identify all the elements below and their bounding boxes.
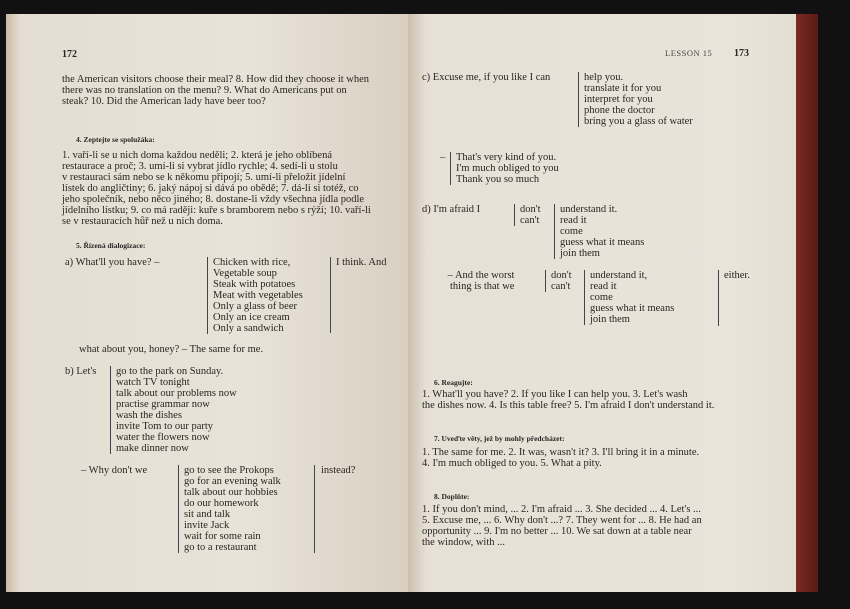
page-number-right: 173 [734, 48, 749, 59]
dialog-b-label: b) Let's [65, 366, 97, 377]
dialog-d2-options: understand it, read it come guess what it means join them [584, 270, 674, 325]
intro-questions: the American visitors choose their meal? 8. How did they choose it when there was no translation on the menu? 9. What do Americans put on steak? 10. Did the American lady have beer too? [62, 74, 370, 107]
dialog-d2-negatives: don't can't [545, 270, 572, 292]
why-dont-we-tail: instead? [321, 465, 356, 476]
exercise-8-body: 1. If you don't mind, ... 2. I'm afraid ... 3. She decided ... 4. Let's ... 5. Excuse me, ... 6. Why don't ...? 7. They went for ... 8. He had an opportunity ... 9. I'm no better ... 10. We sat down at a table near the window, with ... [422, 504, 702, 548]
dialog-a-tail: I think. And [336, 257, 387, 268]
exercise-4-body: 1. vaří-li se u nich doma každou neděli; 2. která je jeho oblíbená restaurace a proč; 3. umí-li si vybrat jídlo rychle; 4. sedí-li u stolu v restauraci sám nebo se k někomu připojí; 5. umí-li přeložit jídelní lístek do angličtiny; 6. jaký nápoj si dává po obědě; 7. dá-li si totéž, co jeho společník, nebo něco jiného; 8. dostane-li vždy všechna jídla podle jídelního lístku; 9. co má raději: kuře s bramborem nebo s rýží; 10. vaří-li se v restauracích hůř než u nich doma. [62, 150, 371, 227]
dialog-a-options: Chicken with rice, Vegetable soup Steak with potatoes Meat with vegetables Only a glass of beer Only an ice cream Only a sandwich [207, 257, 303, 334]
exercise-6-heading: 6. Reagujte: [434, 378, 473, 387]
bracket-rule [330, 257, 331, 333]
book-cover-edge [796, 14, 818, 592]
left-page [6, 14, 408, 592]
exercise-7-heading: 7. Uveďte věty, jež by mohly předcházet: [434, 434, 565, 443]
dialog-d2-tail: either. [724, 270, 750, 281]
dialog-a-follow: what about you, honey? – The same for me. [79, 344, 264, 355]
dialog-a-label: a) What'll you have? – [65, 257, 160, 268]
lesson-header: LESSON 15 [665, 48, 713, 58]
dialog-c-label: c) Excuse me, if you like I can [422, 72, 551, 83]
dialog-b-options: go to the park on Sunday. watch TV tonight talk about our problems now practise grammar now wash the dishes invite Tom to our party water the flowers now make dinner now [110, 366, 237, 454]
exercise-6-body: 1. What'll you have? 2. If you like I can help you. 3. Let's wash the dishes now. 4. Is this table free? 5. I'm afraid I don't understand it. [422, 389, 715, 411]
bracket-rule [314, 465, 315, 553]
page-number-left: 172 [62, 49, 77, 60]
exercise-5-heading: 5. Řízená dialogizace: [76, 241, 146, 250]
dialog-d-negatives: don't can't [514, 204, 541, 226]
right-page [408, 14, 818, 592]
dialog-d-label: d) I'm afraid I [422, 204, 481, 215]
exercise-4-heading: 4. Zeptejte se spolužáka: [76, 135, 155, 144]
why-dont-we-label: – Why don't we [81, 465, 148, 476]
dialog-c-dash: – [440, 152, 446, 163]
exercise-7-body: 1. The same for me. 2. It was, wasn't it? 3. I'll bring it in a minute. 4. I'm much obliged to you. 5. What a pity. [422, 447, 700, 469]
dialog-c-responses: That's very kind of you. I'm much obliged to you Thank you so much [450, 152, 559, 185]
dialog-d2-label: – And the worst thing is that we [447, 270, 515, 292]
dialog-d-options: understand it. read it come guess what it means join them [554, 204, 644, 259]
dialog-c-options: help you. translate it for you interpret for you phone the doctor bring you a glass of water [578, 72, 693, 127]
bracket-rule [718, 270, 719, 326]
why-dont-we-options: go to see the Prokops go for an evening walk talk about our hobbies do our homework sit and talk invite Jack wait for some rain go to a restaurant [178, 465, 281, 553]
exercise-8-heading: 8. Doplňte: [434, 492, 470, 501]
